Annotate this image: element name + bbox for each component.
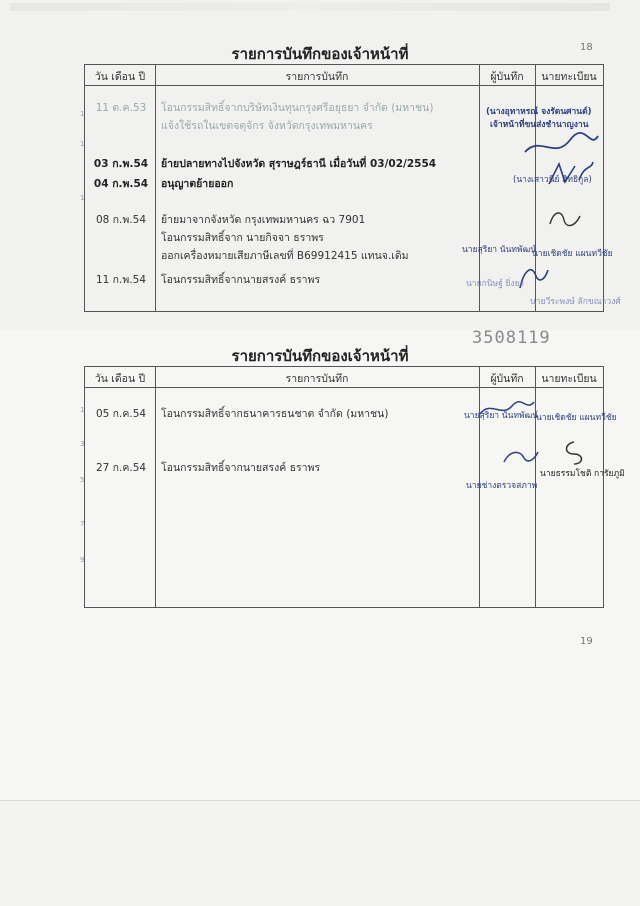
- signature-mark: [520, 130, 600, 160]
- page-title-top: รายการบันทึกของเจ้าหน้าที่: [231, 45, 409, 63]
- row-date: 08 ก.พ.54: [95, 214, 146, 226]
- header-recorder: ผู้บันทึก: [490, 71, 524, 83]
- column-divider: [479, 65, 480, 311]
- header-recorder: ผู้บันทึก: [490, 373, 524, 385]
- row-entry-line: ออกเครื่องหมายเสียภาษีเลขที่ B69912415 แทนจ.เดิม: [161, 250, 409, 262]
- stamp-name: นายเชิดชัย แผนทวีชัย: [532, 249, 613, 259]
- header-registrar: นายทะเบียน: [541, 71, 597, 83]
- stamp-position: นายช่างตรวจสภาพ: [466, 481, 538, 491]
- stamp-name: นายสุริยา นันทพัฒน์: [464, 411, 539, 421]
- stamp-name: นายธรรมโชติ การัยภูมิ: [540, 469, 625, 479]
- header-date: วัน เดือน ปี: [94, 71, 146, 83]
- margin-mark: 1: [80, 140, 85, 148]
- signature-mark: [500, 446, 540, 468]
- stamp-position: เจ้าหน้าที่ขนส่งชำนาญงาน: [490, 120, 589, 130]
- column-divider: [155, 367, 156, 607]
- page-number-top: 18: [580, 42, 593, 53]
- header-entry: รายการบันทึก: [285, 373, 349, 385]
- row-date: 05 ก.ค.54: [95, 408, 147, 420]
- table-header: [85, 367, 603, 388]
- row-entry-line: โอนกรรมสิทธิ์จาก นายกิจจา ธราพร: [161, 232, 324, 244]
- row-entry-line: โอนกรรมสิทธิ์จากนายสรงค์ ธราพร: [161, 274, 321, 286]
- row-entry-line: แจ้งใช้รถในเขตจตุจักร จังหวัดกรุงเทพมหานคร: [161, 120, 373, 132]
- scan-edge: [10, 3, 610, 11]
- margin-mark: 1: [80, 406, 85, 414]
- header-date: วัน เดือน ปี: [94, 373, 146, 385]
- row-entry-line: อนุญาตย้ายออก: [161, 178, 234, 190]
- row-entry-line: โอนกรรมสิทธิ์จากนายสรงค์ ธราพร: [161, 462, 321, 474]
- row-date: 03 ก.พ.54: [93, 158, 149, 170]
- row-entry-line: โอนกรรมสิทธิ์จากบริษัทเงินทุนกรุงศรีอยุธยา จำกัด (มหาชน): [161, 102, 434, 114]
- stamp-name: (นางอุทาหรณ์ จงรัตนศานต์): [486, 107, 592, 117]
- margin-mark: 3: [80, 440, 85, 448]
- margin-mark: 1: [80, 110, 85, 118]
- margin-mark: 9: [80, 556, 85, 564]
- row-date: 11 ต.ค.53: [95, 102, 147, 114]
- row-date: 04 ก.พ.54: [93, 178, 149, 190]
- stamp-name: นายวีระพงษ์ ลักขณาวงศ์: [530, 297, 621, 307]
- page-number-bottom: 19: [580, 636, 593, 647]
- stamp-name: (นางเสาวนีย์ สิทธิกูล): [513, 175, 592, 185]
- stamp-name: นายสุริยา นันทพัฒน์: [462, 245, 537, 255]
- column-divider: [155, 65, 156, 311]
- blank-page-bottom: [0, 800, 640, 906]
- header-registrar: นายทะเบียน: [541, 373, 597, 385]
- signature-mark: [544, 206, 584, 232]
- document-number: 3508119: [472, 328, 551, 348]
- row-entry-line: ย้ายปลายทางไปจังหวัด สุราษฎร์ธานี เมื่อวันที่ 03/02/2554: [161, 158, 437, 170]
- row-date: 27 ก.ค.54: [95, 462, 147, 474]
- table-header: [85, 65, 603, 86]
- margin-mark: 1: [80, 194, 85, 202]
- stamp-name: นายเชิดชัย แผนทวีชัย: [536, 413, 617, 423]
- row-date: 11 ก.พ.54: [95, 274, 146, 286]
- row-entry-line: ย้ายมาจากจังหวัด กรุงเทพมหานคร ฉว 7901: [161, 214, 366, 226]
- margin-mark: 7: [80, 520, 85, 528]
- stamp-name: นายกนิษฐ์ ยิ่งยง: [466, 279, 524, 289]
- page-title-bottom: รายการบันทึกของเจ้าหน้าที่: [231, 347, 409, 365]
- margin-mark: 5: [80, 476, 85, 484]
- header-entry: รายการบันทึก: [285, 71, 349, 83]
- signature-mark: [556, 438, 592, 466]
- row-entry-line: โอนกรรมสิทธิ์จากธนาคารธนชาต จำกัด (มหาชน): [161, 408, 389, 420]
